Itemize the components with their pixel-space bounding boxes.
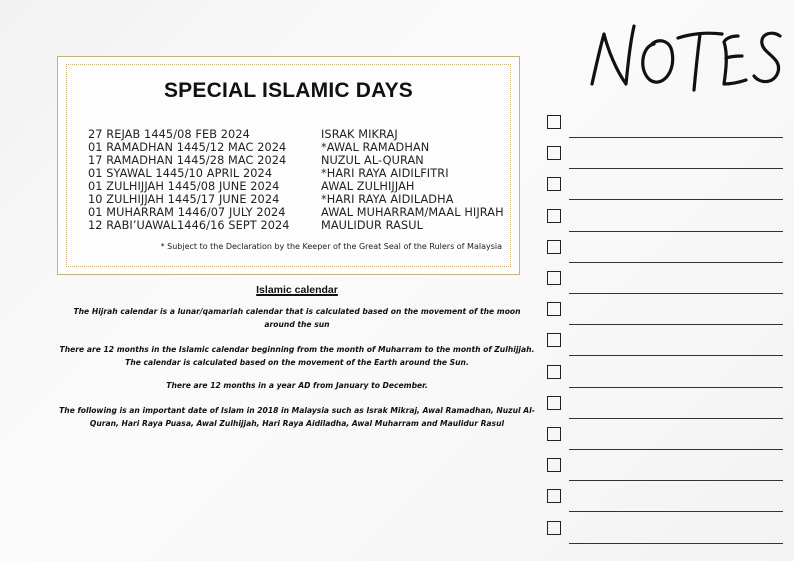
notes-row: [547, 115, 783, 135]
date-row: 17 RAMADHAN 1445/28 MAC 2024: [88, 154, 287, 167]
notes-row: [547, 333, 783, 353]
notes-row: [547, 240, 783, 260]
notes-checkbox[interactable]: [547, 240, 561, 254]
declaration-footnote: * Subject to the Declaration by the Keeper of the Great Seal of the Rulers of Malaysia: [160, 242, 502, 251]
event-row: ISRAK MIKRAJ: [321, 128, 398, 141]
notes-line: [569, 355, 783, 356]
notes-line: [569, 293, 783, 294]
notes-line: [569, 324, 783, 325]
notes-checkbox[interactable]: [547, 177, 561, 191]
event-row: *AWAL RAMADHAN: [321, 141, 430, 154]
date-row: 01 MUHARRAM 1446/07 JULY 2024: [88, 206, 286, 219]
event-row: *HARI RAYA AIDILFITRI: [321, 167, 449, 180]
special-days-box: [57, 56, 520, 275]
special-days-title: SPECIAL ISLAMIC DAYS: [163, 79, 414, 102]
notes-line: [569, 137, 783, 138]
notes-row: [547, 177, 783, 197]
dates-column: [88, 128, 290, 232]
islamic-calendar-heading: Islamic calendar: [256, 284, 338, 296]
notes-row: [547, 365, 783, 385]
notes-checkbox[interactable]: [547, 146, 561, 160]
event-row: *HARI RAYA AIDILADHA: [321, 193, 454, 206]
event-row: AWAL ZULHIJJAH: [321, 180, 415, 193]
notes-row: [547, 458, 783, 478]
notes-checkbox[interactable]: [547, 365, 561, 379]
notes-checkbox[interactable]: [547, 521, 561, 535]
notes-checkbox[interactable]: [547, 333, 561, 347]
calendar-paragraph: The following is an important date of Islam in 2018 in Malaysia such as Israk Mikraj, Awal Ramadhan, Nuzul Al-Quran, Hari Raya Puasa, Awal Zulhijjah, Hari Raya Aidiladha, Awal Muharram and Maulidur Rasul: [59, 406, 535, 428]
notes-row: [547, 521, 783, 541]
notes-checkbox[interactable]: [547, 271, 561, 285]
event-row: AWAL MUHARRAM/MAAL HIJRAH: [321, 206, 504, 219]
notes-line: [569, 199, 783, 200]
notes-row: [547, 396, 783, 416]
notes-checkbox[interactable]: [547, 489, 561, 503]
notes-line: [569, 543, 783, 544]
event-row: MAULIDUR RASUL: [321, 219, 424, 232]
notes-row: [547, 427, 783, 447]
notes-line: [569, 511, 783, 512]
notes-checkbox[interactable]: [547, 115, 561, 129]
notes-line: [569, 168, 783, 169]
date-row: 01 RAMADHAN 1445/12 MAC 2024: [88, 141, 287, 154]
events-column: [321, 128, 504, 232]
date-row: 12 RABI’UAWAL1446/16 SEPT 2024: [88, 219, 290, 232]
notes-line: [569, 387, 783, 388]
date-row: 01 SYAWAL 1445/10 APRIL 2024: [88, 167, 273, 180]
calendar-paragraph: There are 12 months in the Islamic calendar beginning from the month of Muharram to the month of Zulhijjah. The calendar is calculated based on the movement of the Earth around the Sun.: [59, 345, 535, 367]
date-row: 01 ZULHIJJAH 1445/08 JUNE 2024: [88, 180, 280, 193]
calendar-paragraph: There are 12 months in a year AD from January to December.: [166, 381, 428, 390]
notes-row: [547, 271, 783, 291]
notes-checkbox[interactable]: [547, 209, 561, 223]
notes-line: [569, 231, 783, 232]
notes-line: [569, 262, 783, 263]
notes-line: [569, 449, 783, 450]
notes-line: [569, 418, 783, 419]
notes-row: [547, 302, 783, 322]
notes-checkbox[interactable]: [547, 458, 561, 472]
notes-checkbox[interactable]: [547, 396, 561, 410]
notes-row: [547, 146, 783, 166]
date-row: 10 ZULHIJJAH 1445/17 JUNE 2024: [88, 193, 280, 206]
notes-title-lettering: [586, 14, 786, 106]
calendar-paragraph: The Hijrah calendar is a lunar/qamariah calendar that is calculated based on the movement of the moon around the sun: [73, 307, 521, 329]
notes-checkbox[interactable]: [547, 427, 561, 441]
notes-checkbox[interactable]: [547, 302, 561, 316]
event-row: NUZUL AL-QURAN: [321, 154, 424, 167]
notes-row: [547, 489, 783, 509]
notes-row: [547, 209, 783, 229]
date-row: 27 REJAB 1445/08 FEB 2024: [88, 128, 250, 141]
notes-line: [569, 480, 783, 481]
